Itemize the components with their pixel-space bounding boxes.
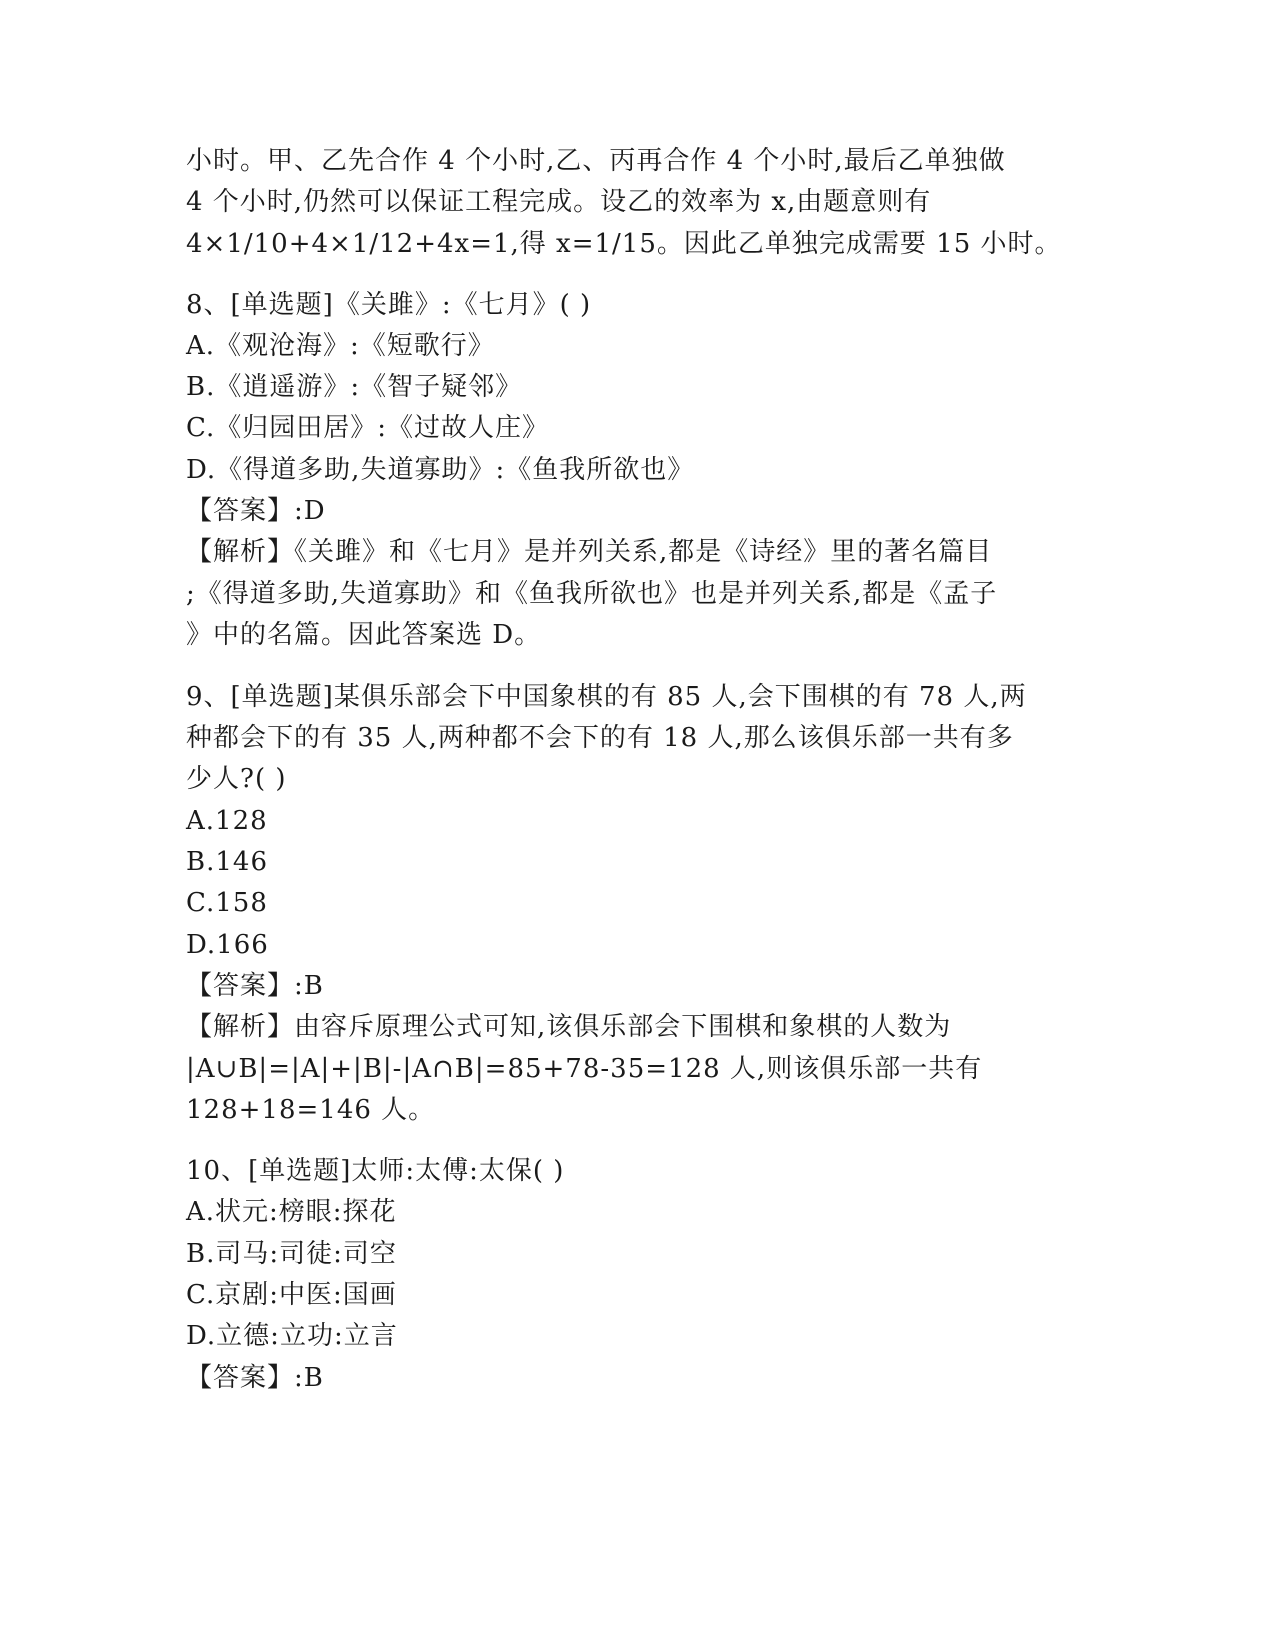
question-10-option-a: A.状元:榜眼:探花 [186, 1197, 397, 1227]
question-10-option-d: D.立德:立功:立言 [186, 1321, 398, 1351]
analysis-line: 小时。甲、乙先合作 4 个小时,乙、丙再合作 4 个小时,最后乙单独做 [186, 146, 1006, 176]
question-8-option-d: D.《得道多助,失道寡助》:《鱼我所欲也》 [186, 455, 695, 485]
analysis-line: 4×1/10+4×1/12+4x=1,得 x=1/15。因此乙单独完成需要 15 小时。 [186, 229, 1062, 259]
question-8-option-b: B.《逍遥游》:《智子疑邻》 [186, 372, 523, 402]
question-9-option-b: B.146 [186, 847, 268, 877]
question-9-stem-line: 种都会下的有 35 人,两种都不会下的有 18 人,那么该俱乐部一共有多 [186, 723, 1014, 753]
question-8-analysis-line: ;《得道多助,失道寡助》和《鱼我所欲也》也是并列关系,都是《孟子 [186, 579, 998, 609]
question-8-analysis-line: 》中的名篇。因此答案选 D。 [186, 620, 542, 650]
question-10-option-c: C.京剧:中医:国画 [186, 1280, 397, 1310]
question-9-answer: 【答案】:B [186, 971, 324, 1001]
question-9-option-c: C.158 [186, 888, 268, 918]
question-9-analysis-line: 【解析】由容斥原理公式可知,该俱乐部会下围棋和象棋的人数为 [186, 1012, 952, 1042]
question-8-option-c: C.《归园田居》:《过故人庄》 [186, 413, 549, 443]
question-9-stem-line: 9、[单选题]某俱乐部会下中国象棋的有 85 人,会下围棋的有 78 人,两 [186, 682, 1027, 712]
question-9-option-a: A.128 [186, 806, 268, 836]
question-9-analysis-line: 128+18=146 人。 [186, 1095, 436, 1125]
analysis-line: 4 个小时,仍然可以保证工程完成。设乙的效率为 x,由题意则有 [186, 187, 932, 217]
question-8-stem: 8、[单选题]《关雎》:《七月》( ) [186, 290, 592, 320]
question-9-stem-line: 少人?( ) [186, 764, 287, 794]
question-10-option-b: B.司马:司徒:司空 [186, 1239, 397, 1269]
question-8-analysis-line: 【解析】《关雎》和《七月》是并列关系,都是《诗经》里的著名篇目 [186, 537, 993, 567]
question-9-analysis-line: |A∪B|=|A|+|B|-|A∩B|=85+78-35=128 人,则该俱乐部一共有 [186, 1054, 983, 1084]
question-8-answer: 【答案】:D [186, 496, 326, 526]
question-10-stem: 10、[单选题]太师:太傅:太保( ) [186, 1156, 565, 1186]
question-8-option-a: A.《观沧海》:《短歌行》 [186, 331, 495, 361]
question-10-answer: 【答案】:B [186, 1363, 324, 1393]
question-9-option-d: D.166 [186, 930, 269, 960]
